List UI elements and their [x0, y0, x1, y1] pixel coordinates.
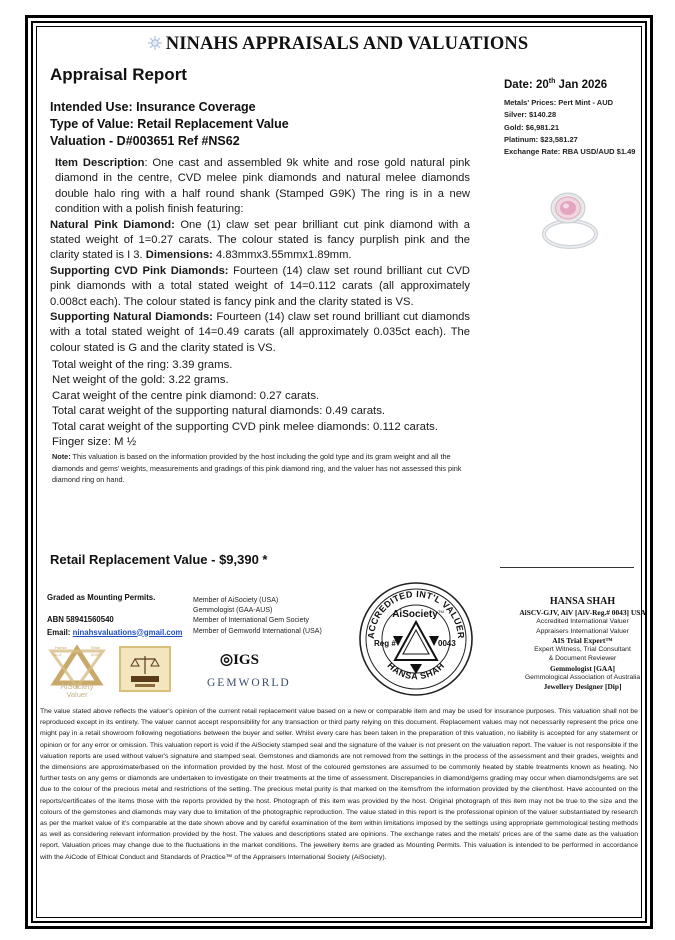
metals-heading: Metals' Prices: Pert Mint - AUD — [504, 98, 614, 107]
svg-text:HANSA SHAH: HANSA SHAH — [385, 660, 447, 682]
valuer-title: Accredited International Valuer — [536, 618, 629, 626]
membership-item: Gemmologist (GAA-AUS) — [193, 607, 273, 615]
exchange-rate: Exchange Rate: RBA USD/AUD $1.49 — [504, 147, 636, 157]
valuation-note: Note: This valuation is based on the information provided by the host including the gold type and its gram weight and all the diamonds and gems' weights, measurements and gradings of this pink diamond ring, and the valuer has not assessed this pink diamond ring on hand. — [52, 452, 462, 484]
membership-item: Member of Gemworld International (USA) — [193, 627, 322, 635]
svg-text:ACCREDITED INT'L VALUER: ACCREDITED INT'L VALUER — [365, 588, 467, 640]
gemworld-logo: GEMWORLD — [207, 677, 291, 689]
type-of-value: Type of Value: Retail Replacement Value — [50, 117, 289, 131]
membership-item: Member of International Gem Society — [193, 617, 309, 625]
appraiser-badge-logo — [119, 646, 171, 692]
valuer-title: AIS Trial Expert™ — [552, 635, 613, 645]
svg-text:Hansa: Hansa — [55, 645, 67, 650]
svg-text:AiSociety: AiSociety — [392, 609, 438, 620]
aisociety-seal — [357, 580, 475, 698]
svg-text:TM: TM — [438, 609, 444, 614]
ring-photo — [530, 178, 610, 258]
memberships-list — [193, 596, 322, 637]
company-name: NINAHS APPRAISALS AND VALUATIONS — [165, 34, 529, 54]
crystal-star-icon — [147, 35, 163, 51]
disclaimer-text: The value stated above reflects the valuer's opinion of the current retail replacement value based on a new or comparable item and may be used for insurance purposes. This valuation shall not be reproduced except in its entirety. The valuer cannot accept responsibility for any transaction or third party relying on this document. Replacement values may not necessarily represent the price one might pay in a retail showroom following negotiations between the buyer and seller. Whilst every care has been taken in the preparation of this valuation, no liability is accepted for any statement or opinion or for any error or omission. This valuation report is void if the AiSociety stamped seal and the signature of the valuer is not present on the valuation report. The valuer is not responsible if the valuation reports are used without valuer's signature and stamped seal. Gemstones and diamonds are not removed from the settings in the process of the assessment and their grades, weights and the dimensions are approximate/based on the information provided by the host. Most of the coloured gemstones are assumed to be commonly heated by stable treatments known as heating. No further tests on any gems or diamonds are undertaken to investigate on their treatments at the time of assessment. Discrepancies in diamond/gems grading may occur when diamonds/gems are set due to the colour of the precious metal and restrictions of the setting. The precious metal purity is that marked on the items/from the information provided by the client/host. Have accounted on the reports/certificates of the items those with the reports provided by the host. Photograph of this item was provided by the host. Original photograph of this item may not be true to the size and the colours of the gemstones and diamonds may vary due to limitation of the photographic reproduction. The value stated in this report is the professional opinion of the valuer substantiated by research as per the market value of it's comparable at the date shown above and by careful examination of the item within limitations imposed by the settings using appropriate gemmological testing methods as well as considering relevant information provided by the host. The values and descriptions stated are opinions. The exchange rates and the metals' prices are of the same date as the valuation report. Valuation prices may change due to the fluctuations in the market conditions. The jewellery items are graded as Mounting Permits. This valuation is intended to be performed in accordance with the AiCode of Ethical Conduct and Standards of Practice™ of the Appraisers International Society (AiSociety). — [40, 708, 638, 861]
valuer-name: HANSA SHAH — [549, 596, 616, 607]
report-title: Appraisal Report — [50, 65, 187, 84]
silver-price: Silver: $140.28 — [504, 110, 557, 120]
signature-line — [500, 567, 634, 568]
item-description — [50, 156, 470, 356]
retail-replacement-value: Retail Replacement Value - $9,390 * — [50, 552, 268, 567]
valuer-title: Gemmologist [GAA] — [549, 663, 616, 673]
metals-prices — [504, 97, 635, 158]
cvd-carat-weight: Total carat weight of the supporting CVD pink melee diamonds: 0.112 carats. — [52, 420, 439, 433]
svg-text:Valuer: Valuer — [66, 690, 88, 698]
natural-pink-diamond-para: Natural Pink Diamond: One (1) claw set pear brilliant cut pink diamond with a stated weight of 1=0.27 carats. The colour stated is fancy purplish pink and the clarity stated is I 3. Dimensions: 4.83mmx3.55mmx1.89mm. — [50, 218, 470, 262]
abn-number: ABN 58941560540 — [47, 615, 114, 624]
cvd-pink-diamonds-para: Supporting CVD Pink Diamonds: Fourteen (14) claw set round brilliant cut CVD pink diamonds with a total stated weight of 14=0.112 carats (all approximately 0.008ct each). The colour stated is fancy pink and the clarity stated is VS. — [50, 264, 471, 308]
natural-diamonds-para: Supporting Natural Diamonds: Fourteen (14) claw set round brilliant cut diamonds with a total stated weight of 14=0.49 carats (all approximately 0.035ct each). The colour stated is G and the clarity stated is VS. — [50, 311, 470, 354]
natural-carat-weight: Total carat weight of the supporting natural diamonds: 0.49 carats. — [52, 405, 386, 418]
centre-carat-weight: Carat weight of the centre pink diamond: 0.27 carats. — [52, 389, 320, 402]
svg-text:0043: 0043 — [91, 652, 100, 657]
company-header — [0, 34, 675, 55]
valuer-credentials — [490, 596, 675, 692]
platinum-price: Platinum: $23,581.27 — [504, 134, 578, 144]
graded-as: Graded as Mounting Permits. — [47, 593, 156, 602]
report-meta — [50, 99, 289, 150]
valuer-title: & Document Reviewer — [548, 655, 617, 663]
valuer-title: Gemmological Association of Australia — [524, 674, 641, 682]
valuer-credentials-line: AiSCV-GJV, AiV [AiV-Reg.# 0043] USA — [519, 608, 646, 617]
valuer-title: Expert Witness, Trial Consultant — [534, 646, 631, 654]
intended-use: Intended Use: Insurance Coverage — [50, 100, 256, 114]
svg-text:Reg #: Reg # — [374, 639, 396, 648]
membership-item: Member of AiSociety (USA) — [193, 597, 279, 604]
igs-logo: ◎IGS — [220, 652, 259, 668]
total-weight: Total weight of the ring: 3.39 grams. — [52, 359, 233, 371]
valuation-ref: Valuation - D#003651 Ref #NS62 — [50, 134, 240, 148]
svg-text:AiSociety: AiSociety — [60, 682, 94, 691]
finger-size: Finger size: M ½ — [52, 436, 137, 449]
report-date: Date: 20th Jan 2026 — [504, 78, 608, 91]
item-description-para: Item Description: One cast and assembled 9k white and rose gold natural pink diamond in the centre, CVD melee pink diamonds and natural melee diamonds double halo ring with a half round shank (Stamped G9K) The ring is in a new condition with a polish finish featuring: — [55, 157, 470, 216]
svg-text:Lic.#: Lic.# — [53, 652, 62, 657]
email-link[interactable]: ninahsvaluations@gmail.com — [72, 627, 183, 637]
gold-price: Gold: $6,981.21 — [504, 122, 560, 132]
ring-summary — [52, 358, 438, 450]
business-details — [47, 614, 182, 639]
valuer-title: Appraisers International Valuer — [536, 627, 629, 635]
svg-text:Shah: Shah — [91, 645, 101, 650]
svg-text:0043: 0043 — [438, 639, 456, 648]
aisociety-valuer-logo — [47, 643, 107, 698]
valuer-title: Jewellery Designer [Dip] — [543, 682, 622, 692]
net-gold-weight: Net weight of the gold: 3.22 grams. — [52, 374, 229, 387]
email-line: Email: ninahsvaluations@gmail.com — [47, 627, 183, 637]
